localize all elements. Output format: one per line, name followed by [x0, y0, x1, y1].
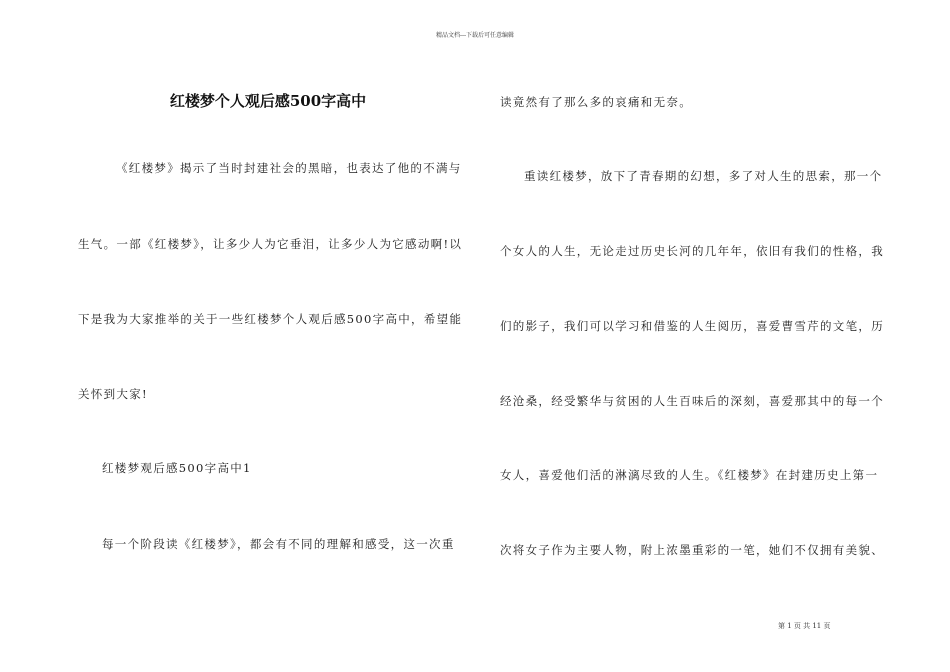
left-paragraph-line: 下是我为大家推举的关于一些红楼梦个人观后感500字高中，希望能 [78, 312, 463, 326]
page-number: 第 1 页 共 11 页 [778, 622, 831, 630]
left-paragraph-line: 每一个阶段读《红楼梦》，都会有不同的理解和感受，这一次重 [102, 537, 455, 551]
page-title: 红楼梦个人观后感500字高中 [169, 92, 367, 110]
header-note: 精品文档---下载后可任意编辑 [435, 32, 515, 39]
right-paragraph-line: 次将女子作为主要人物，附上浓墨重彩的一笔，她们不仅拥有美貌、 [500, 543, 884, 557]
right-paragraph-line: 们的影子，我们可以学习和借鉴的人生阅历，喜爱曹雪芹的文笔，历 [500, 319, 884, 333]
right-paragraph-line: 读竟然有了那么多的哀痛和无奈。 [500, 95, 692, 109]
left-paragraph-line: 《红楼梦》揭示了当时封建社会的黑暗，也表达了他的不满与 [116, 161, 462, 175]
right-paragraph-line: 女人，喜爱他们活的淋漓尽致的人生。《红楼梦》在封建历史上第一 [500, 468, 879, 482]
section-heading: 红楼梦观后感500字高中1 [102, 461, 252, 475]
right-paragraph-line: 个女人的人生，无论走过历史长河的几年年，依旧有我们的性格，我 [500, 244, 884, 258]
right-paragraph-line: 重读红楼梦，放下了青春期的幻想，多了对人生的思索，那一个 [524, 169, 883, 183]
right-paragraph-line: 经沧桑，经受繁华与贫困的人生百味后的深刻，喜爱那其中的每一个 [500, 394, 884, 408]
left-paragraph-line: 关怀到大家! [78, 387, 148, 401]
left-paragraph-line: 生气。一部《红楼梦》，让多少人为它垂泪，让多少人为它感动啊!以 [78, 237, 463, 251]
